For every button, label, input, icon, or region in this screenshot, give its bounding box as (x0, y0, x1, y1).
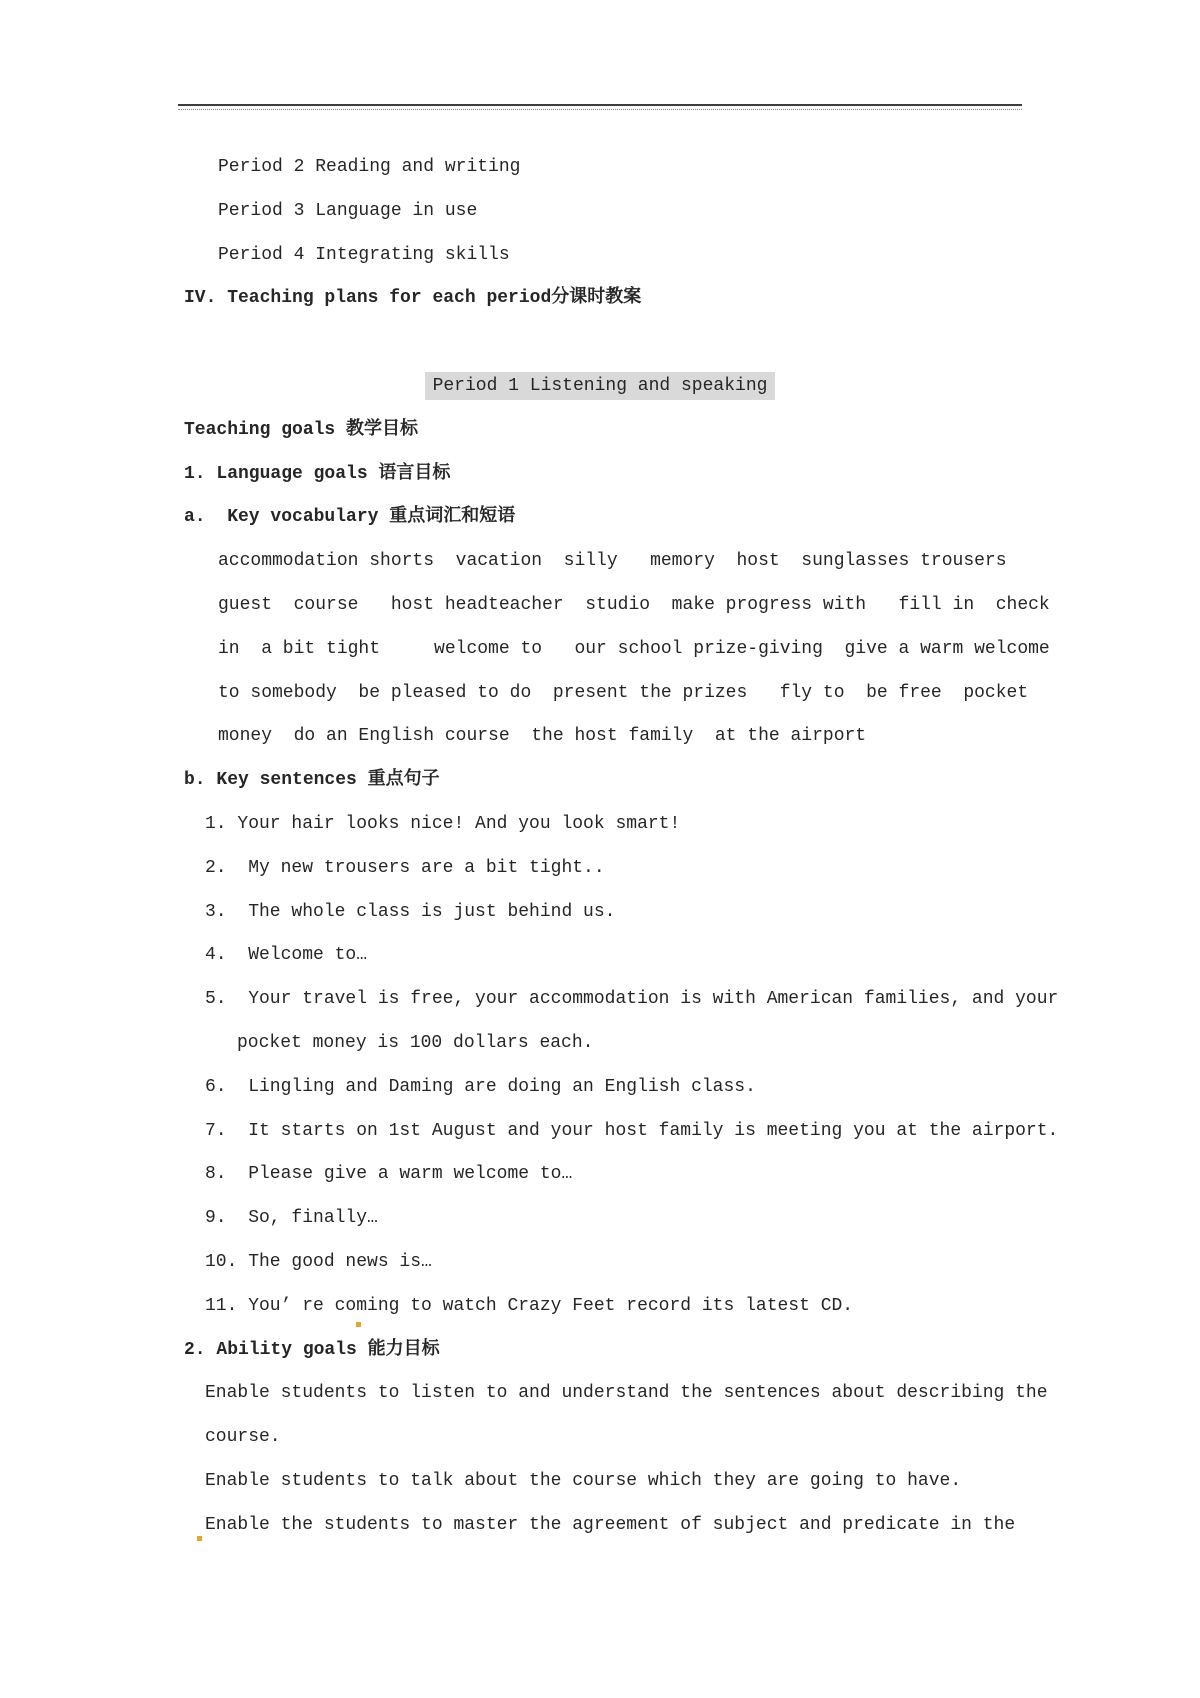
toc-line: Period 3 Language in use (218, 200, 478, 221)
sentence-line: 5. Your travel is free, your accommodation is with American families, and your (205, 989, 1059, 1010)
ability-goals-heading: 2. Ability goals 能力目标 (184, 1339, 440, 1360)
ability-line: Enable students to listen to and understand the sentences about describing the (205, 1383, 1048, 1404)
toc-line: Period 2 Reading and writing (218, 157, 521, 177)
sentence-line: 7. It starts on 1st August and your host family is meeting you at the airport. (205, 1120, 1059, 1141)
sentence-line: 1. Your hair looks nice! And you look smart! (205, 813, 681, 834)
sentence-line: 9. So, finally… (205, 1208, 378, 1229)
ability-line: Enable the students to master the agreement of subject and predicate in the (205, 1514, 1016, 1535)
document-body (0, 146, 1200, 1548)
section-iv-heading: IV. Teaching plans for each period分课时教案 (184, 288, 642, 309)
sentence-line: 4. Welcome to… (205, 945, 368, 966)
toc-line: Period 4 Integrating skills (218, 244, 510, 265)
sentence-line: 3. The whole class is just behind us. (205, 901, 616, 922)
spellcheck-dot (197, 1536, 202, 1541)
spellcheck-dot (356, 1322, 361, 1327)
sentence-line: 10. The good news is… (205, 1251, 432, 1272)
sentence-continuation-line: pocket money is 100 dollars each. (237, 1032, 594, 1053)
teaching-goals-heading: Teaching goals 教学目标 (184, 419, 419, 440)
header-rule (178, 104, 1022, 110)
language-goals-heading: 1. Language goals 语言目标 (184, 463, 451, 484)
sentence-line: 2. My new trousers are a bit tight.. (205, 857, 605, 878)
period1-title: Period 1 Listening and speaking (425, 372, 776, 400)
ability-continuation-line: course. (205, 1427, 281, 1448)
period1-title-line (0, 365, 1200, 409)
sentence-line: 8. Please give a warm welcome to… (205, 1164, 573, 1185)
sentence-line: 11. You’ re coming to watch Crazy Feet record its latest CD. (205, 1295, 854, 1316)
blank-line (0, 321, 1200, 365)
ability-line: Enable students to talk about the course which they are going to have. (205, 1470, 962, 1491)
vocabulary-line: money do an English course the host family at the airport (218, 726, 867, 747)
key-vocabulary-heading: a. Key vocabulary 重点词汇和短语 (184, 507, 516, 528)
vocabulary-line: guest course host headteacher studio make progress with fill in check (218, 594, 1050, 615)
sentence-line: 6. Lingling and Daming are doing an English class. (205, 1076, 756, 1097)
vocabulary-line: in a bit tight welcome to our school prize-giving give a warm welcome (218, 638, 1050, 659)
key-sentences-heading: b. Key sentences 重点句子 (184, 770, 440, 791)
vocabulary-line: accommodation shorts vacation silly memory host sunglasses trousers (218, 551, 1007, 572)
vocabulary-line: to somebody be pleased to do present the prizes fly to be free pocket (218, 682, 1029, 703)
